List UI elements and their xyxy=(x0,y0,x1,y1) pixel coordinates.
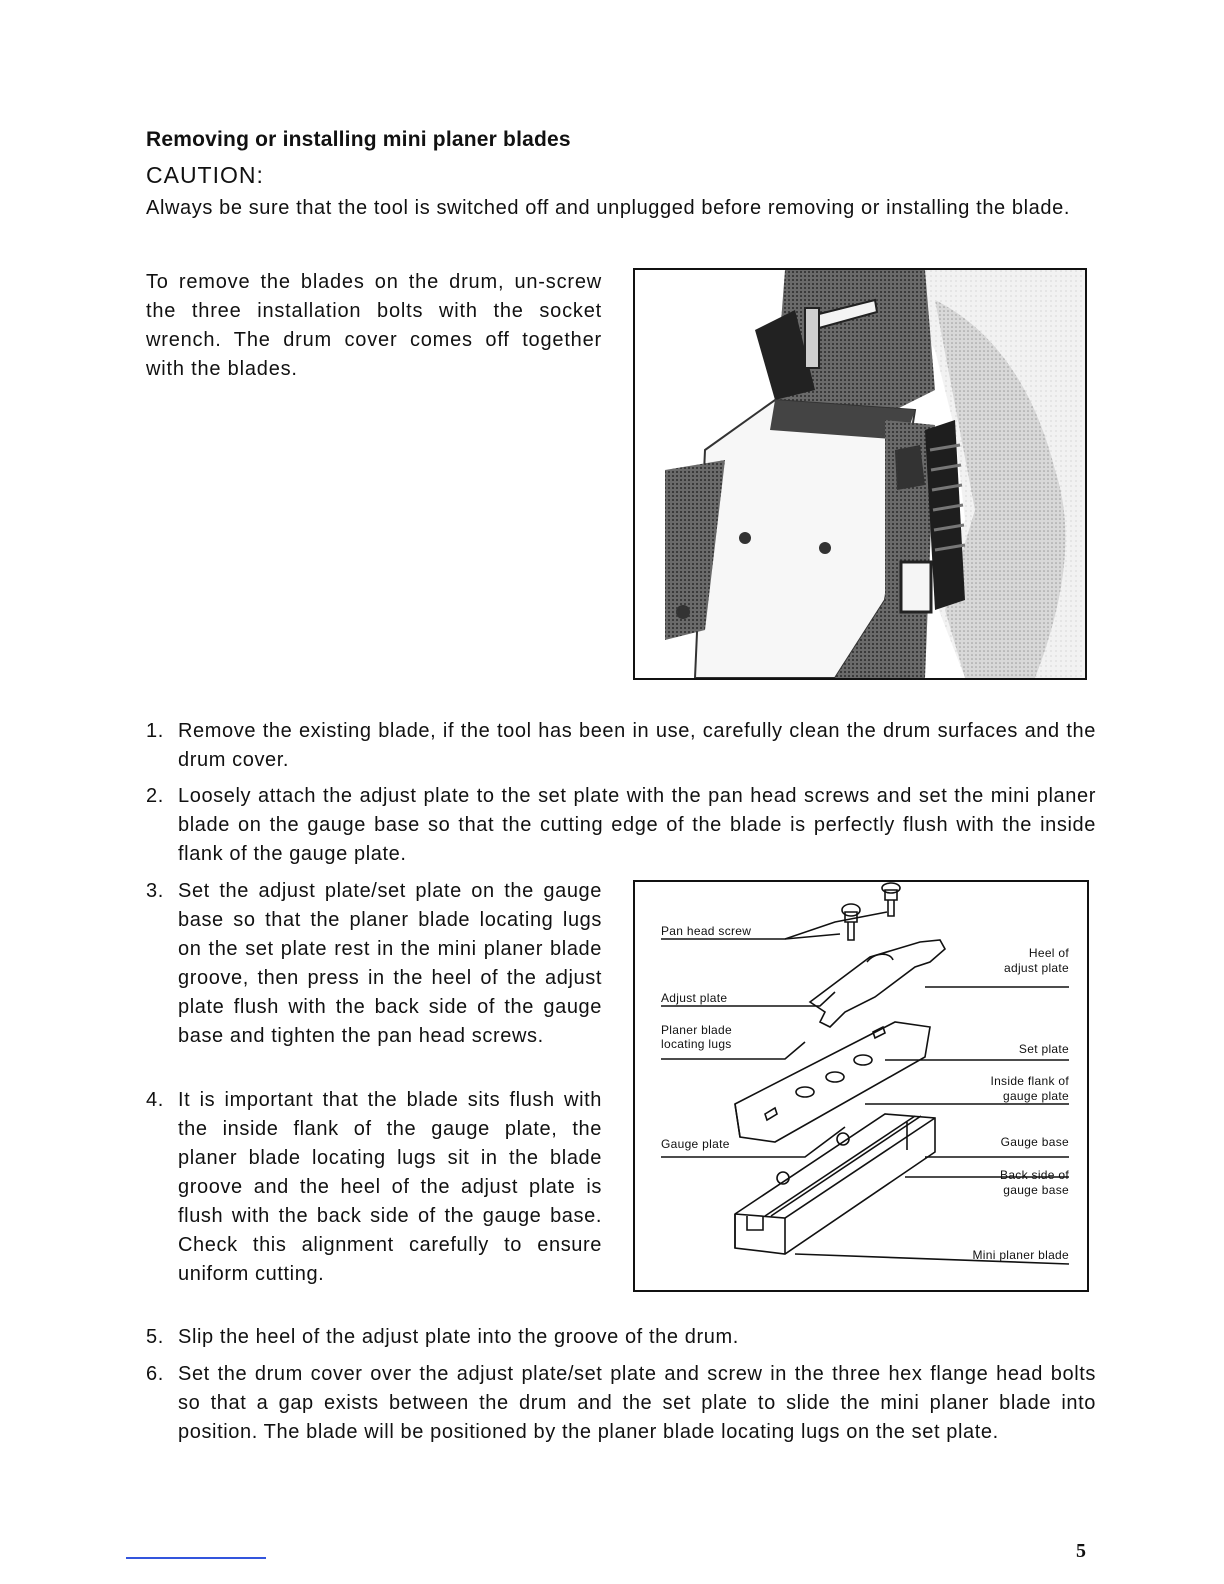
label-back-side-line1: Back side of xyxy=(1000,1168,1069,1182)
step-number: 4. xyxy=(146,1089,164,1111)
list-item xyxy=(146,782,1096,869)
step-text: Set the adjust plate/set plate on the gauge base so that the planer blade locating lugs on the set plate rest in the mini planer blade groove, then press in the heel of the adjust plate flush with the back side of the gauge base and tighten the pan head screws. xyxy=(178,880,602,1047)
label-gauge-plate: Gauge plate xyxy=(661,1137,730,1151)
step-text: Set the drum cover over the adjust plate/set plate and screw in the three hex flange head bolts so that a gap exists between the drum and the set plate to slide the mini planer blade into position. The blade will be positioned by the planer blade locating lugs on the set plate. xyxy=(178,1363,1096,1443)
step-text: It is important that the blade sits flush with the inside flank of the gauge plate, the planer blade locating lugs sit in the blade groove and the heel of the adjust plate is flush with the back side of the gauge base. Check this alignment carefully to ensure uniform cutting. xyxy=(178,1089,602,1285)
list-item xyxy=(146,1360,1096,1447)
step-text: Loosely attach the adjust plate to the set plate with the pan head screws and set the mini planer blade on the gauge base so that the cutting edge of the blade is perfectly flush with the inside flank of the gauge plate. xyxy=(178,785,1096,865)
label-heel-line2: adjust plate xyxy=(1004,961,1069,975)
caution-text: Always be sure that the tool is switched off and unplugged before removing or installing the blade. xyxy=(146,197,1071,219)
list-item xyxy=(146,717,1096,775)
intro-paragraph: To remove the blades on the drum, un-screw the three installation bolts with the socket wrench. The drum cover comes off together with the blades. xyxy=(146,271,602,380)
step-number: 1. xyxy=(146,720,164,742)
page-number: 5 xyxy=(1076,1540,1086,1562)
step-number: 6. xyxy=(146,1363,164,1385)
label-adjust-plate: Adjust plate xyxy=(661,991,728,1005)
label-locating-lugs-line1: Planer blade xyxy=(661,1023,732,1037)
section-heading: Removing or installing mini planer blades xyxy=(146,128,571,151)
label-locating-lugs-line2: locating lugs xyxy=(661,1037,732,1051)
step-number: 3. xyxy=(146,880,164,902)
caution-label: CAUTION: xyxy=(146,162,264,188)
list-item xyxy=(146,877,602,1051)
drum-removal-photo xyxy=(633,268,1087,680)
label-heel-line1: Heel of xyxy=(1028,946,1069,960)
step-number: 2. xyxy=(146,785,164,807)
list-item xyxy=(146,1086,602,1289)
step-number: 5. xyxy=(146,1326,164,1348)
label-gauge-base: Gauge base xyxy=(1000,1135,1069,1149)
drum-removal-illustration xyxy=(635,270,1085,678)
blade-assembly-diagram xyxy=(633,880,1089,1292)
label-inside-flank-line1: Inside flank of xyxy=(990,1074,1069,1088)
footer-rule xyxy=(126,1557,266,1559)
label-inside-flank-line2: gauge plate xyxy=(1002,1089,1069,1103)
step-text: Slip the heel of the adjust plate into the groove of the drum. xyxy=(178,1326,739,1348)
label-back-side-line2: gauge base xyxy=(1003,1183,1069,1197)
label-mini-planer-blade: Mini planer blade xyxy=(972,1248,1069,1262)
list-item xyxy=(146,1323,1096,1352)
label-set-plate: Set plate xyxy=(1018,1042,1069,1056)
step-text: Remove the existing blade, if the tool has been in use, carefully clean the drum surfaces and the drum cover. xyxy=(178,720,1096,771)
label-pan-head-screw: Pan head screw xyxy=(661,924,752,938)
